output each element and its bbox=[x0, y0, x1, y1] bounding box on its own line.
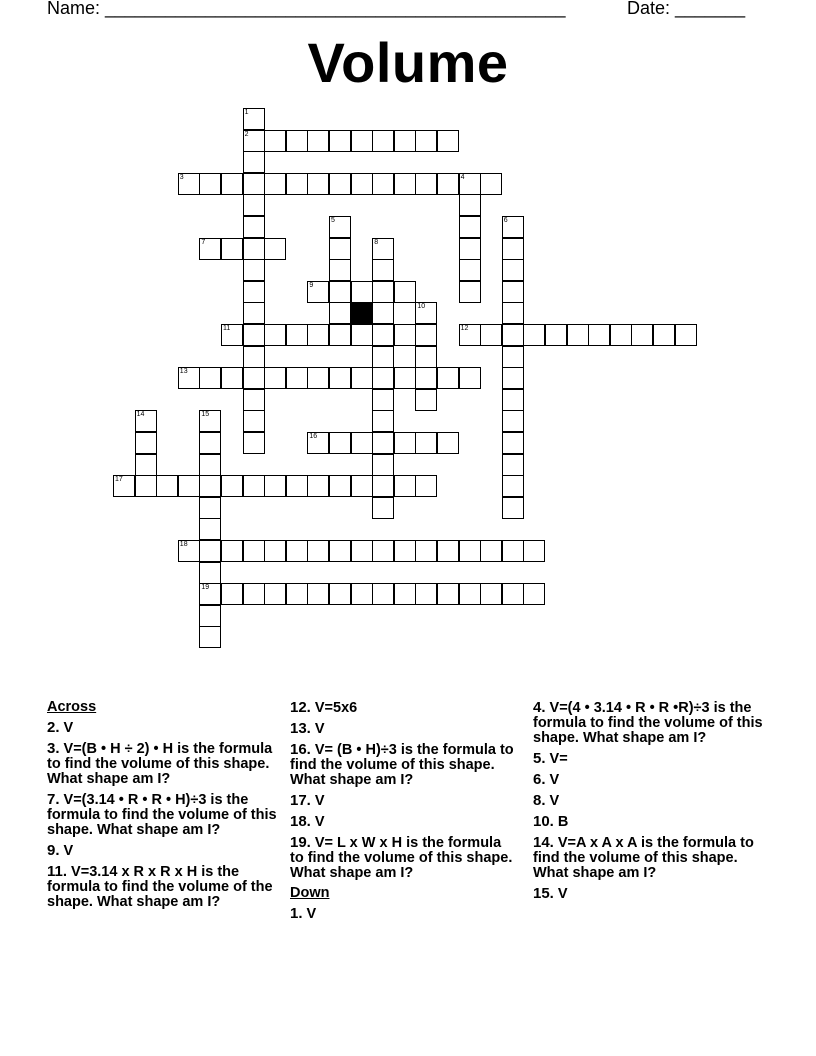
crossword-cell[interactable] bbox=[307, 130, 329, 152]
crossword-cell[interactable] bbox=[329, 216, 351, 238]
crossword-cell[interactable] bbox=[264, 324, 286, 346]
clues-column-1 bbox=[47, 700, 282, 915]
crossword-cell[interactable] bbox=[135, 410, 157, 432]
across-clue bbox=[290, 700, 518, 716]
crossword-cell[interactable] bbox=[329, 540, 351, 562]
crossword-cell[interactable] bbox=[394, 583, 416, 605]
crossword-cell[interactable] bbox=[653, 324, 675, 346]
crossword-cell[interactable] bbox=[243, 216, 265, 238]
clue-text: V=A x A x A is the formula to find the volume of this shape. What shape am I? bbox=[533, 835, 754, 881]
crossword-cell[interactable] bbox=[199, 475, 221, 497]
crossword-cell[interactable] bbox=[199, 173, 221, 195]
down-heading: Down bbox=[290, 885, 330, 901]
crossword-cell[interactable] bbox=[437, 130, 459, 152]
down-clue bbox=[290, 906, 518, 922]
crossword-cell[interactable] bbox=[221, 173, 243, 195]
crossword-cell[interactable] bbox=[415, 389, 437, 411]
date-field-label: Date: _______ bbox=[627, 0, 746, 18]
crossword-cell[interactable] bbox=[243, 389, 265, 411]
crossword-cell[interactable] bbox=[372, 259, 394, 281]
cell-number: 1 bbox=[244, 109, 249, 116]
clue-text: V= (B • H)÷3 is the formula to find the volume of this shape. What shape am I? bbox=[290, 742, 514, 788]
crossword-cell[interactable] bbox=[394, 367, 416, 389]
crossword-cell[interactable] bbox=[264, 130, 286, 152]
crossword-cell[interactable] bbox=[372, 367, 394, 389]
crossword-cell[interactable] bbox=[437, 583, 459, 605]
crossword-cell[interactable] bbox=[243, 367, 265, 389]
crossword-cell[interactable] bbox=[286, 173, 308, 195]
crossword-cell[interactable] bbox=[264, 540, 286, 562]
crossword-cell[interactable] bbox=[372, 454, 394, 476]
crossword-cell[interactable] bbox=[307, 367, 329, 389]
across-clue bbox=[290, 793, 518, 809]
crossword-cell[interactable] bbox=[113, 475, 135, 497]
crossword-cell[interactable] bbox=[243, 173, 265, 195]
crossword-cell[interactable] bbox=[372, 475, 394, 497]
crossword-cell[interactable] bbox=[372, 302, 394, 324]
across-clue bbox=[47, 864, 282, 910]
crossword-cell[interactable] bbox=[415, 432, 437, 454]
crossword-cell[interactable] bbox=[523, 583, 545, 605]
crossword-cell[interactable] bbox=[394, 281, 416, 303]
crossword-cell[interactable] bbox=[415, 475, 437, 497]
crossword-cell[interactable] bbox=[243, 238, 265, 260]
cell-number: 18 bbox=[179, 541, 188, 548]
crossword-cell[interactable] bbox=[307, 540, 329, 562]
crossword-cell[interactable] bbox=[178, 540, 200, 562]
clue-number: 6. bbox=[533, 771, 546, 788]
crossword-cell[interactable] bbox=[415, 302, 437, 324]
crossword-cell[interactable] bbox=[415, 130, 437, 152]
clue-number: 4. bbox=[533, 699, 546, 716]
down-clue bbox=[533, 751, 768, 767]
crossword-cell[interactable] bbox=[264, 367, 286, 389]
crossword-cell[interactable] bbox=[415, 540, 437, 562]
crossword-cell[interactable] bbox=[307, 583, 329, 605]
crossword-cell[interactable] bbox=[307, 281, 329, 303]
crossword-black-cell bbox=[351, 302, 373, 324]
crossword-cell[interactable] bbox=[523, 540, 545, 562]
crossword-cell[interactable] bbox=[307, 475, 329, 497]
crossword-cell[interactable] bbox=[372, 324, 394, 346]
crossword-cell[interactable] bbox=[286, 367, 308, 389]
crossword-cell[interactable] bbox=[372, 130, 394, 152]
clue-text: V=3.14 x R x R x H is the formula to find the volume of the shape. What shape am I? bbox=[47, 864, 273, 910]
across-clue bbox=[290, 814, 518, 830]
crossword-cell[interactable] bbox=[459, 238, 481, 260]
across-heading: Across bbox=[47, 699, 97, 715]
crossword-cell[interactable] bbox=[523, 324, 545, 346]
crossword-cell[interactable] bbox=[372, 389, 394, 411]
crossword-cell[interactable] bbox=[221, 324, 243, 346]
clue-number: 18. bbox=[290, 813, 311, 830]
crossword-cell[interactable] bbox=[351, 130, 373, 152]
crossword-cell[interactable] bbox=[199, 432, 221, 454]
cell-number: 15 bbox=[201, 411, 210, 419]
crossword-cell[interactable] bbox=[394, 540, 416, 562]
crossword-cell[interactable] bbox=[329, 173, 351, 195]
crossword-cell[interactable] bbox=[502, 281, 524, 303]
down-clue bbox=[533, 700, 768, 746]
crossword-cell[interactable] bbox=[264, 238, 286, 260]
crossword-cell[interactable] bbox=[502, 302, 524, 324]
crossword-cell[interactable] bbox=[329, 583, 351, 605]
crossword-cell[interactable] bbox=[415, 583, 437, 605]
crossword-cell[interactable] bbox=[502, 238, 524, 260]
down-clue bbox=[533, 835, 768, 881]
crossword-cell[interactable] bbox=[199, 583, 221, 605]
crossword-cell[interactable] bbox=[372, 173, 394, 195]
crossword-cell[interactable] bbox=[243, 475, 265, 497]
cell-number: 3 bbox=[179, 173, 184, 181]
cell-number: 14 bbox=[136, 411, 145, 419]
crossword-cell[interactable] bbox=[243, 281, 265, 303]
crossword-cell[interactable] bbox=[502, 454, 524, 476]
crossword-cell[interactable] bbox=[178, 475, 200, 497]
crossword-cell[interactable] bbox=[329, 367, 351, 389]
clue-number: 8. bbox=[533, 792, 546, 809]
clue-text: V bbox=[310, 814, 325, 830]
across-clue bbox=[290, 835, 518, 881]
crossword-cell[interactable] bbox=[459, 173, 481, 195]
clue-text: V bbox=[302, 906, 317, 922]
crossword-cell[interactable] bbox=[286, 583, 308, 605]
crossword-cell[interactable] bbox=[394, 130, 416, 152]
crossword-cell[interactable] bbox=[199, 562, 221, 584]
clue-number: 2. bbox=[47, 719, 60, 736]
crossword-cell[interactable] bbox=[178, 173, 200, 195]
crossword-cell[interactable] bbox=[135, 454, 157, 476]
crossword-cell[interactable] bbox=[135, 475, 157, 497]
cell-number: 10 bbox=[417, 303, 426, 311]
across-clue bbox=[47, 792, 282, 838]
cell-number: 12 bbox=[460, 325, 469, 332]
clues-column-2 bbox=[290, 700, 518, 927]
crossword-cell[interactable] bbox=[243, 151, 265, 173]
crossword-cell[interactable] bbox=[372, 346, 394, 368]
crossword-cell[interactable] bbox=[480, 324, 502, 346]
crossword-cell[interactable] bbox=[243, 130, 265, 152]
crossword-cell[interactable] bbox=[351, 432, 373, 454]
crossword-cell[interactable] bbox=[437, 432, 459, 454]
crossword-cell[interactable] bbox=[199, 626, 221, 648]
crossword-cell[interactable] bbox=[307, 432, 329, 454]
crossword-cell[interactable] bbox=[502, 367, 524, 389]
crossword-cell[interactable] bbox=[502, 540, 524, 562]
crossword-cell[interactable] bbox=[243, 324, 265, 346]
crossword-cell[interactable] bbox=[480, 540, 502, 562]
crossword-cell[interactable] bbox=[199, 518, 221, 540]
cell-number: 7 bbox=[201, 238, 206, 246]
clue-text: V=5x6 bbox=[310, 700, 358, 716]
crossword-cell[interactable] bbox=[286, 130, 308, 152]
crossword-cell[interactable] bbox=[437, 367, 459, 389]
crossword-cell[interactable] bbox=[329, 238, 351, 260]
crossword-cell[interactable] bbox=[243, 302, 265, 324]
crossword-cell[interactable] bbox=[307, 173, 329, 195]
crossword-cell[interactable] bbox=[459, 583, 481, 605]
clue-number: 16. bbox=[290, 741, 311, 758]
clue-number: 14. bbox=[533, 834, 554, 851]
crossword-cell[interactable] bbox=[502, 324, 524, 346]
crossword-cell[interactable] bbox=[502, 583, 524, 605]
clue-number: 10. bbox=[533, 813, 554, 830]
crossword-cell[interactable] bbox=[199, 454, 221, 476]
crossword-cell[interactable] bbox=[415, 367, 437, 389]
crossword-cell[interactable] bbox=[502, 346, 524, 368]
clue-number: 7. bbox=[47, 791, 60, 808]
crossword-cell[interactable] bbox=[351, 367, 373, 389]
page-title: Volume bbox=[307, 31, 509, 94]
crossword-cell[interactable] bbox=[243, 432, 265, 454]
clue-text: V bbox=[310, 721, 325, 737]
crossword-cell[interactable] bbox=[394, 173, 416, 195]
clue-number: 5. bbox=[533, 750, 546, 767]
crossword-cell[interactable] bbox=[264, 475, 286, 497]
crossword-cell[interactable] bbox=[351, 324, 373, 346]
clue-text: V bbox=[59, 720, 74, 736]
crossword-cell[interactable] bbox=[199, 410, 221, 432]
crossword-cell[interactable] bbox=[459, 281, 481, 303]
crossword-cell[interactable] bbox=[243, 583, 265, 605]
clue-number: 12. bbox=[290, 699, 311, 716]
crossword-cell[interactable] bbox=[502, 389, 524, 411]
down-clue-list-continued bbox=[533, 700, 768, 902]
cell-number: 19 bbox=[201, 584, 210, 592]
crossword-cell[interactable] bbox=[221, 238, 243, 260]
clue-number: 9. bbox=[47, 842, 60, 859]
clue-text: V bbox=[545, 772, 560, 788]
crossword-cell[interactable] bbox=[286, 324, 308, 346]
crossword-cell[interactable] bbox=[243, 194, 265, 216]
clue-number: 13. bbox=[290, 720, 311, 737]
crossword-cell[interactable] bbox=[243, 108, 265, 130]
name-field-label: Name: ______________________________________________ bbox=[47, 0, 566, 18]
crossword-cell[interactable] bbox=[610, 324, 632, 346]
crossword-cell[interactable] bbox=[545, 324, 567, 346]
crossword-cell[interactable] bbox=[243, 346, 265, 368]
crossword-cell[interactable] bbox=[394, 475, 416, 497]
clue-text: V=(B • H ÷ 2) • H is the formula to find the volume of this shape. What shape am I? bbox=[47, 741, 273, 787]
across-clue bbox=[47, 720, 282, 736]
crossword-cell[interactable] bbox=[199, 367, 221, 389]
crossword-cell[interactable] bbox=[372, 497, 394, 519]
crossword-cell[interactable] bbox=[459, 216, 481, 238]
crossword-cell[interactable] bbox=[243, 410, 265, 432]
clue-number: 3. bbox=[47, 740, 60, 757]
crossword-cell[interactable] bbox=[351, 583, 373, 605]
across-clue bbox=[47, 843, 282, 859]
crossword-cell[interactable] bbox=[243, 259, 265, 281]
crossword-cell[interactable] bbox=[286, 475, 308, 497]
crossword-cell[interactable] bbox=[502, 475, 524, 497]
down-clue bbox=[533, 772, 768, 788]
crossword-cell[interactable] bbox=[372, 540, 394, 562]
crossword-cell[interactable] bbox=[307, 324, 329, 346]
across-clue bbox=[290, 742, 518, 788]
crossword-cell[interactable] bbox=[394, 324, 416, 346]
crossword-cell[interactable] bbox=[459, 194, 481, 216]
cell-number: 11 bbox=[223, 325, 231, 332]
clue-text: V bbox=[545, 793, 560, 809]
down-clue-list bbox=[290, 906, 518, 922]
crossword-cell[interactable] bbox=[286, 540, 308, 562]
crossword-cell[interactable] bbox=[156, 475, 178, 497]
crossword-cell[interactable] bbox=[351, 173, 373, 195]
clue-text: V= L x W x H is the formula to find the volume of this shape. What shape am I? bbox=[290, 835, 513, 881]
crossword-cell[interactable] bbox=[221, 540, 243, 562]
cell-number: 13 bbox=[179, 368, 188, 376]
down-clue bbox=[533, 793, 768, 809]
crossword-cell[interactable] bbox=[351, 281, 373, 303]
crossword-cell[interactable] bbox=[567, 324, 589, 346]
clue-number: 19. bbox=[290, 834, 311, 851]
down-clue bbox=[533, 814, 768, 830]
crossword-cell[interactable] bbox=[502, 432, 524, 454]
crossword-cell[interactable] bbox=[415, 324, 437, 346]
crossword-cell[interactable] bbox=[329, 130, 351, 152]
clue-text: V bbox=[59, 843, 74, 859]
clues-column-3 bbox=[533, 700, 768, 907]
crossword-cell[interactable] bbox=[199, 238, 221, 260]
clue-number: 15. bbox=[533, 885, 554, 902]
clue-number: 1. bbox=[290, 905, 303, 922]
crossword-cell[interactable] bbox=[199, 605, 221, 627]
crossword-cell[interactable] bbox=[329, 475, 351, 497]
crossword-cell[interactable] bbox=[437, 173, 459, 195]
clue-text: V bbox=[553, 886, 568, 902]
crossword-cell[interactable] bbox=[329, 302, 351, 324]
crossword-cell[interactable] bbox=[372, 410, 394, 432]
crossword-cell[interactable] bbox=[351, 540, 373, 562]
cell-number: 16 bbox=[309, 433, 318, 440]
cell-number: 4 bbox=[460, 173, 465, 181]
across-clue-list-continued bbox=[290, 700, 518, 881]
crossword-cell[interactable] bbox=[264, 173, 286, 195]
crossword-cell[interactable] bbox=[329, 432, 351, 454]
clue-text: V bbox=[310, 793, 325, 809]
crossword-cell[interactable] bbox=[459, 324, 481, 346]
cell-number: 2 bbox=[244, 130, 249, 138]
across-clue bbox=[47, 741, 282, 787]
crossword-cell[interactable] bbox=[394, 432, 416, 454]
cell-number: 9 bbox=[309, 281, 314, 289]
crossword-cell[interactable] bbox=[437, 540, 459, 562]
clue-number: 11. bbox=[47, 863, 68, 880]
across-clue bbox=[290, 721, 518, 737]
crossword-cell[interactable] bbox=[415, 346, 437, 368]
crossword-cell[interactable] bbox=[329, 324, 351, 346]
crossword-cell[interactable] bbox=[372, 238, 394, 260]
down-clue bbox=[533, 886, 768, 902]
crossword-cell[interactable] bbox=[329, 281, 351, 303]
crossword-cell[interactable] bbox=[264, 583, 286, 605]
cell-number: 8 bbox=[374, 238, 379, 246]
crossword-cell[interactable] bbox=[199, 497, 221, 519]
clue-text: V=(3.14 • R • R • H)÷3 is the formula to find the volume of this shape. What shape am I? bbox=[47, 792, 277, 838]
crossword-cell[interactable] bbox=[372, 281, 394, 303]
cell-number: 6 bbox=[503, 217, 508, 224]
clue-text: V=(4 • 3.14 • R • R •R)÷3 is the formula to find the volume of this shape. What shape am I? bbox=[533, 700, 763, 746]
crossword-cell[interactable] bbox=[502, 410, 524, 432]
crossword-cell[interactable] bbox=[588, 324, 610, 346]
crossword-cell[interactable] bbox=[480, 173, 502, 195]
across-clue-list bbox=[47, 720, 282, 910]
crossword-cell[interactable] bbox=[459, 259, 481, 281]
crossword-cell[interactable] bbox=[372, 583, 394, 605]
crossword-cell[interactable] bbox=[415, 173, 437, 195]
crossword-cell[interactable] bbox=[459, 540, 481, 562]
crossword-cell[interactable] bbox=[631, 324, 653, 346]
crossword-cell[interactable] bbox=[351, 475, 373, 497]
crossword-cell[interactable] bbox=[372, 432, 394, 454]
clue-number: 17. bbox=[290, 792, 311, 809]
crossword-cell[interactable] bbox=[199, 540, 221, 562]
crossword-cell[interactable] bbox=[502, 259, 524, 281]
crossword-cell[interactable] bbox=[502, 497, 524, 519]
cell-number: 17 bbox=[115, 476, 123, 484]
crossword-cell[interactable] bbox=[178, 367, 200, 389]
crossword-cell[interactable] bbox=[480, 583, 502, 605]
crossword-cell[interactable] bbox=[459, 367, 481, 389]
crossword-cell[interactable] bbox=[221, 583, 243, 605]
clue-text: B bbox=[553, 814, 569, 830]
crossword-cell[interactable] bbox=[135, 432, 157, 454]
crossword-cell[interactable] bbox=[221, 367, 243, 389]
crossword-cell[interactable] bbox=[221, 475, 243, 497]
cell-number: 5 bbox=[331, 217, 335, 224]
crossword-cell[interactable] bbox=[329, 259, 351, 281]
clue-text: V= bbox=[545, 751, 568, 767]
crossword-cell[interactable] bbox=[502, 216, 524, 238]
crossword-cell[interactable] bbox=[243, 540, 265, 562]
crossword-cell[interactable] bbox=[675, 324, 697, 346]
